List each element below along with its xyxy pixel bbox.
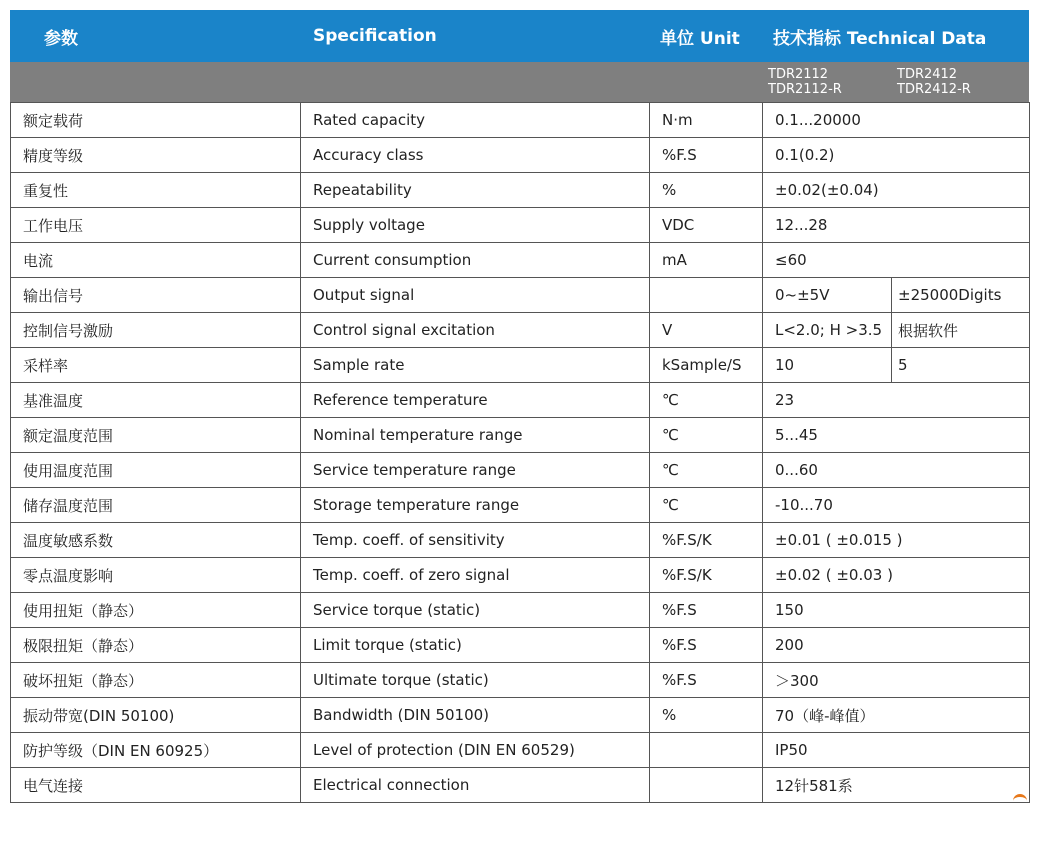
cell-param-cn: 极限扭矩（静态） xyxy=(11,628,301,663)
subheader-blank-1 xyxy=(10,62,300,102)
cell-spec-en: Control signal excitation xyxy=(301,313,650,348)
cell-value: ＞300 xyxy=(763,663,1030,698)
cell-spec-en: Temp. coeff. of zero signal xyxy=(301,558,650,593)
cell-param-cn: 储存温度范围 xyxy=(11,488,301,523)
cell-param-cn: 输出信号 xyxy=(11,278,301,313)
cell-value: 0...60 xyxy=(763,453,1030,488)
model-col-2 xyxy=(891,62,1029,102)
cell-value-model-1: 10 xyxy=(763,348,892,383)
cell-spec-en: Limit torque (static) xyxy=(301,628,650,663)
table-row xyxy=(11,453,1030,488)
cell-value: 12...28 xyxy=(763,208,1030,243)
spec-sheet xyxy=(10,10,1029,803)
cell-unit: % xyxy=(650,173,763,208)
cell-value: ±0.01 ( ±0.015 ) xyxy=(763,523,1030,558)
cell-param-cn: 采样率 xyxy=(11,348,301,383)
cell-unit: ℃ xyxy=(650,418,763,453)
table-header xyxy=(10,10,1029,62)
cell-param-cn: 电气连接 xyxy=(11,768,301,803)
table-row xyxy=(11,488,1030,523)
cell-param-cn: 额定载荷 xyxy=(11,103,301,138)
table-row xyxy=(11,348,1030,383)
header-tech: 技术指标 Technical Data xyxy=(773,28,987,49)
table-row xyxy=(11,103,1030,138)
model-2-line-2: TDR2412-R xyxy=(897,82,971,97)
cell-param-cn: 使用温度范围 xyxy=(11,453,301,488)
cell-spec-en: Service temperature range xyxy=(301,453,650,488)
model-1-line-2: TDR2112-R xyxy=(768,82,842,97)
cell-value-model-2: 5 xyxy=(892,348,1030,383)
table-row xyxy=(11,173,1030,208)
cell-value: ≤60 xyxy=(763,243,1030,278)
cell-value: -10...70 xyxy=(763,488,1030,523)
cell-param-cn: 工作电压 xyxy=(11,208,301,243)
header-unit: 单位 Unit xyxy=(660,28,740,49)
cell-unit: ℃ xyxy=(650,383,763,418)
cell-value: ±0.02(±0.04) xyxy=(763,173,1030,208)
table-row xyxy=(11,593,1030,628)
subheader-blank-3 xyxy=(649,62,762,102)
cell-value: 0.1(0.2) xyxy=(763,138,1030,173)
cell-spec-en: Temp. coeff. of sensitivity xyxy=(301,523,650,558)
cell-param-cn: 破坏扭矩（静态） xyxy=(11,663,301,698)
cell-unit xyxy=(650,278,763,313)
model-subheader xyxy=(10,62,1029,102)
cell-spec-en: Output signal xyxy=(301,278,650,313)
cell-unit: VDC xyxy=(650,208,763,243)
table-row xyxy=(11,733,1030,768)
cell-spec-en: Accuracy class xyxy=(301,138,650,173)
cell-unit: mA xyxy=(650,243,763,278)
cell-param-cn: 额定温度范围 xyxy=(11,418,301,453)
cell-spec-en: Sample rate xyxy=(301,348,650,383)
cell-param-cn: 使用扭矩（静态） xyxy=(11,593,301,628)
table-row xyxy=(11,278,1030,313)
cell-unit: %F.S xyxy=(650,663,763,698)
cell-unit: ℃ xyxy=(650,488,763,523)
cell-spec-en: Nominal temperature range xyxy=(301,418,650,453)
cell-spec-en: Bandwidth (DIN 50100) xyxy=(301,698,650,733)
cell-param-cn: 振动带宽(DIN 50100) xyxy=(11,698,301,733)
cell-unit: V xyxy=(650,313,763,348)
model-2-line-1: TDR2412 xyxy=(897,67,958,82)
cell-unit: kSample/S xyxy=(650,348,763,383)
cell-value: 5...45 xyxy=(763,418,1030,453)
table-row xyxy=(11,243,1030,278)
cell-value: 200 xyxy=(763,628,1030,663)
cell-param-cn: 基准温度 xyxy=(11,383,301,418)
cell-unit: N·m xyxy=(650,103,763,138)
spec-table-body xyxy=(11,103,1030,803)
cell-param-cn: 精度等级 xyxy=(11,138,301,173)
table-row xyxy=(11,663,1030,698)
cell-spec-en: Current consumption xyxy=(301,243,650,278)
cell-spec-en: Supply voltage xyxy=(301,208,650,243)
cell-unit: %F.S xyxy=(650,138,763,173)
spec-table xyxy=(10,102,1030,803)
model-1-line-1: TDR2112 xyxy=(768,67,829,82)
cell-param-cn: 防护等级（DIN EN 60925） xyxy=(11,733,301,768)
cell-value-model-2: ±25000Digits xyxy=(892,278,1030,313)
table-row xyxy=(11,558,1030,593)
cell-value-model-1: 0~±5V xyxy=(763,278,892,313)
cell-spec-en: Rated capacity xyxy=(301,103,650,138)
table-row xyxy=(11,313,1030,348)
table-row xyxy=(11,418,1030,453)
cell-value: 12针581系 xyxy=(763,768,1030,803)
cell-unit: ℃ xyxy=(650,453,763,488)
cell-param-cn: 电流 xyxy=(11,243,301,278)
cell-unit: %F.S/K xyxy=(650,523,763,558)
cell-param-cn: 温度敏感系数 xyxy=(11,523,301,558)
cell-unit: %F.S xyxy=(650,628,763,663)
cell-value-model-2: 根据软件 xyxy=(892,313,1030,348)
cell-value-model-1: L<2.0; H >3.5 xyxy=(763,313,892,348)
cell-value: ±0.02 ( ±0.03 ) xyxy=(763,558,1030,593)
table-row xyxy=(11,768,1030,803)
cell-param-cn: 零点温度影响 xyxy=(11,558,301,593)
model-col-1 xyxy=(762,62,891,102)
cell-spec-en: Storage temperature range xyxy=(301,488,650,523)
table-row xyxy=(11,628,1030,663)
header-param: 参数 xyxy=(44,28,78,49)
cell-value: 150 xyxy=(763,593,1030,628)
cell-unit xyxy=(650,768,763,803)
cell-value: 0.1...20000 xyxy=(763,103,1030,138)
cell-value: 23 xyxy=(763,383,1030,418)
cell-unit: % xyxy=(650,698,763,733)
cell-value: 70（峰-峰值） xyxy=(763,698,1030,733)
corner-accent-mark xyxy=(1013,794,1027,803)
subheader-blank-2 xyxy=(300,62,649,102)
cell-spec-en: Ultimate torque (static) xyxy=(301,663,650,698)
table-row xyxy=(11,208,1030,243)
cell-spec-en: Level of protection (DIN EN 60529) xyxy=(301,733,650,768)
cell-spec-en: Reference temperature xyxy=(301,383,650,418)
header-spec: Specification xyxy=(313,26,437,46)
cell-unit: %F.S/K xyxy=(650,558,763,593)
cell-value: IP50 xyxy=(763,733,1030,768)
table-row xyxy=(11,383,1030,418)
table-row xyxy=(11,698,1030,733)
cell-param-cn: 重复性 xyxy=(11,173,301,208)
table-row xyxy=(11,523,1030,558)
table-row xyxy=(11,138,1030,173)
cell-spec-en: Service torque (static) xyxy=(301,593,650,628)
cell-spec-en: Repeatability xyxy=(301,173,650,208)
cell-unit: %F.S xyxy=(650,593,763,628)
cell-spec-en: Electrical connection xyxy=(301,768,650,803)
cell-param-cn: 控制信号激励 xyxy=(11,313,301,348)
cell-unit xyxy=(650,733,763,768)
